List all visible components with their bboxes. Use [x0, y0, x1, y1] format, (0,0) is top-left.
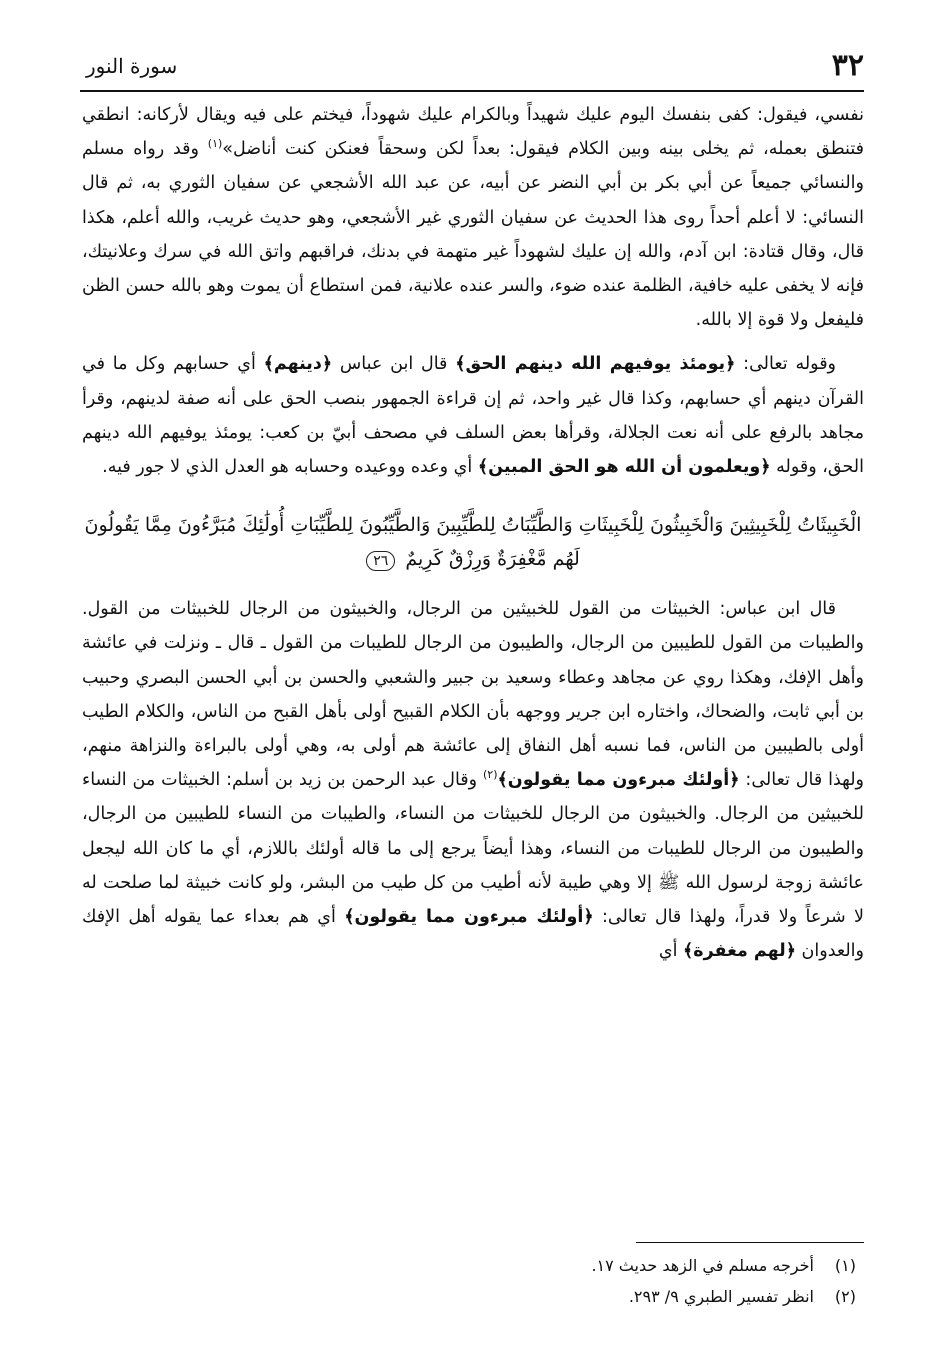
header-divider [80, 90, 864, 92]
main-text [82, 98, 864, 968]
footnote [300, 1281, 856, 1312]
text-run: وقال عبد الرحمن بن زيد بن أسلم: الخبيثات من النساء للخبيثين من الرجال. والخبيثون من الرجال للخبيثات من النساء، والطيبات من النساء للطيبين من الرجال، والطيبون من الرجال للطيبات من النساء، وهذا أيضاً يرجع إلى ما قاله أولئك باللازم، أي ما كان الله ليجعل عائشة زوجة لرسول الله ﷺ إلا وهي طيبة لأنه أطيب من كل طيب من البشر، ولو كانت خبيثة لما صلحت له لا شرعاً ولا قدراً، ولهذا قال تعالى: [82, 770, 864, 928]
footnote-divider [636, 1242, 864, 1243]
verse-number-icon: ٢٦ [366, 551, 395, 571]
footnote-ref: (١) [207, 137, 223, 151]
quoted-verse: ﴿دينهم﴾ [263, 354, 333, 375]
footnote [300, 1250, 856, 1281]
text-run: أي [658, 941, 683, 962]
footnote-ref: (٢) [483, 768, 498, 782]
footnote-number: (١) [834, 1256, 856, 1275]
quoted-verse: ﴿أولئك مبرءون مما يقولون﴾ [497, 770, 740, 791]
text-run: نفسي، فيقول: كفى بنفسك اليوم عليك شهيداً وبالكرام عليك شهوداً، فيختم على فيه ويقال لأركانه: انطقي فتنطق بعمله، ثم يخلى بينه وبين الكلام فيقول: بعداً لكن وسحقاً فعنكن كنت أناضل» [82, 105, 864, 160]
text-run: وقد رواه مسلم والنسائي جميعاً عن أبي بكر بن أبي النضر عن أبيه، عن عبد الله الأشجعي عن سفيان الثوري به، ثم قال النسائي: لا أعلم أحداً روى هذا الحديث عن سفيان الثوري غير الأشجعي، وهو حديث غريب، والله أعلم، هكذا قال، وقال قتادة: ابن آدم، والله إن عليك لشهوداً غير متهمة في بدنك، فراقبهم واتق الله في سرك وعلانيتك، فإنه لا يخفى عليه خافية، الظلمة عنده ضوء، والسر عنده علانية، فمن استطاع أن يموت وهو بالله حسن الظن فليفعل ولا قوة إلا بالله. [82, 139, 864, 331]
quoted-verse: ﴿يومئذ يوفيهم الله دينهم الحق﴾ [455, 354, 736, 375]
text-run: قال ابن عباس: الخبيثات من القول للخبيثين من الرجال، والخبيثون من الرجال للخبيثات من القول. والطيبات من القول للطيبين من الرجال، والطيبون من الرجال للطيبات من القول ـ قال ـ ونزلت في عائشة وأهل الإفك، وهكذا روي عن مجاهد وعطاء وسعيد بن جبير والشعبي والحسن بن أبي الحسن البصري وحبيب بن أبي ثابت، والضحاك، واختاره ابن جرير ووجهه بأن الكلام القبيح أولى بأهل القبح من الناس، والكلام الطيب أولى بالطيبين من الناس، فما نسبه أهل النفاق إلى عائشة هم أولى به، وهي أولى بالبراءة والنزاهة منهم، ولهذا قال تعالى: [82, 599, 864, 791]
quoted-verse: ﴿أولئك مبرءون مما يقولون﴾ [344, 907, 594, 928]
footnote-text: أخرجه مسلم في الزهد حديث ١٧. [591, 1256, 814, 1275]
quoted-verse: ﴿لهم مغفرة﴾ [683, 941, 796, 962]
footnote-text: انظر تفسير الطبري ٩/ ٢٩٣. [628, 1287, 814, 1306]
paragraph [82, 98, 864, 337]
surah-title: سورة النور [86, 54, 178, 78]
text-run: أي هم بعداء عما يقوله أهل الإفك والعدوان [82, 907, 864, 962]
page-header [82, 36, 864, 86]
footnote-number: (٢) [834, 1287, 856, 1306]
text-run: أي حسابهم وكل ما في القرآن دينهم أي حسابهم، وكذا قال غير واحد، ثم إن قراءة الجمهور بنصب الحق على أنه صفة لدينهم، وقرأ مجاهد بالرفع على أنه نعت الجلالة، وقرأها بعض السلف في مصحف أبيّ بن كعب: يومئذ يوفيهم الله دينهم الحق، وقوله [82, 354, 864, 478]
quran-verse [82, 508, 864, 576]
footnotes [300, 1250, 856, 1312]
page-number: ٣٢ [831, 48, 864, 83]
paragraph [82, 592, 864, 968]
quoted-verse: ﴿ويعلمون أن الله هو الحق المبين﴾ [477, 457, 771, 478]
text-run: أي وعده ووعيده وحسابه هو العدل الذي لا جور فيه. [102, 457, 478, 478]
text-run: وقوله تعالى: [735, 354, 837, 375]
verse-text: الْخَبِيثَاتُ لِلْخَبِيثِينَ وَالْخَبِيثُونَ لِلْخَبِيثَاتِ وَالطَّيِّبَاتُ لِلطَّيِّبِينَ وَالطَّيِّبُونَ لِلطَّيِّبَاتِ أُولَٰئِكَ مُبَرَّءُونَ مِمَّا يَقُولُونَ لَهُم مَّغْفِرَةٌ وَرِزْقٌ كَرِيمٌ [84, 514, 862, 571]
paragraph [82, 347, 864, 484]
text-run: قال ابن عباس [332, 354, 456, 375]
